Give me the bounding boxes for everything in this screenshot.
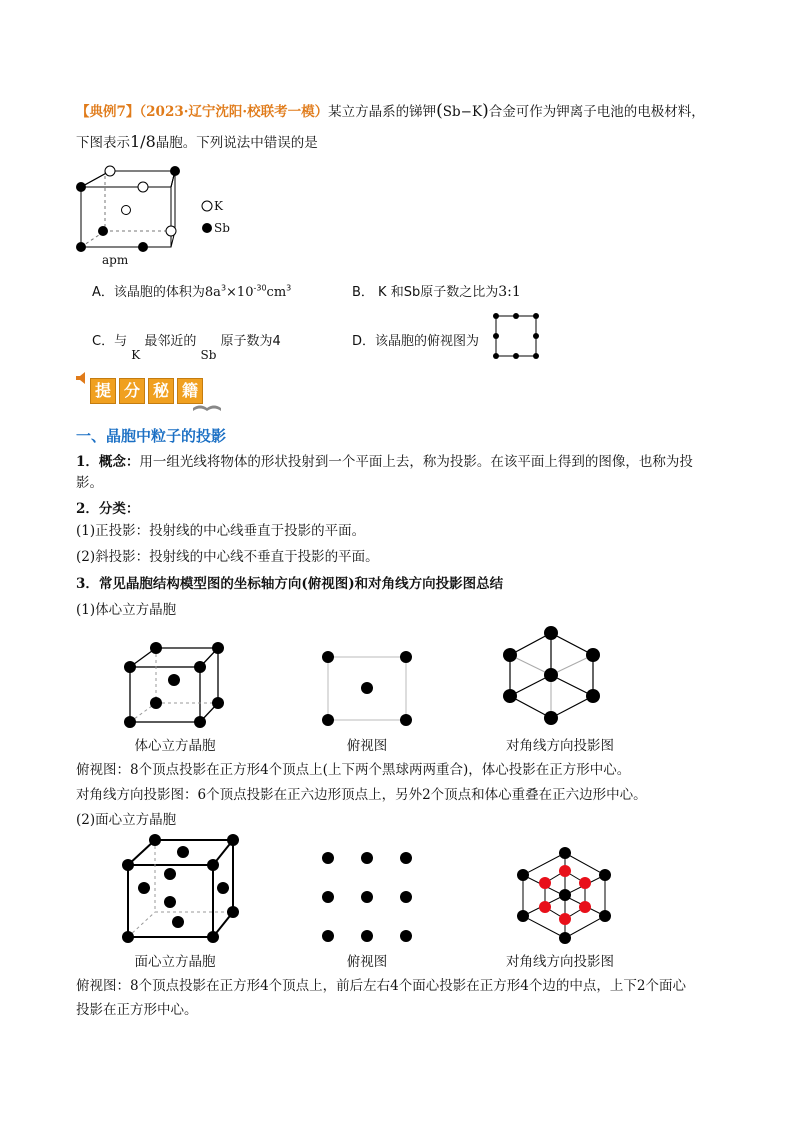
sb-atom [76,242,86,252]
bcc-note-2: 对角线方向投影图：6个顶点投影在正六边形顶点上，另外2个顶点和体心重叠在正六边形中心。 [76,787,647,803]
apm-label: apm [102,253,129,267]
formula: Sb−K [442,104,483,120]
legend-sb-label: Sb [214,221,230,235]
option-c[interactable]: C．与 K 最邻近的 Sb 原子数为4 [92,334,281,362]
fcc-caption-1: 面心立方晶胞 [134,954,216,970]
legend-k-label: K [214,199,223,213]
classify-label: 2．分类： [76,501,140,517]
example-stem-2a: 下图表示 [76,135,130,151]
example-stem-1a: 某立方晶系的锑钾 [328,104,437,120]
concept-line: 1．概念：用一组光线将物体的形状投射到一个平面上去，称为投影。在该平面上得到的图像，也称为投 [76,454,693,470]
bcc-caption-2: 俯视图 [346,738,388,754]
example-source: （2023·辽宁沈阳·校联考一模） [139,104,329,120]
bcc-top-view [320,650,415,725]
orthographic-line: (1)正投影：投射线的中心线垂直于投影的平面。 [76,523,366,539]
example-line-1: 【典例7】（2023·辽宁沈阳·校联考一模）某立方晶系的锑钾(Sb−K)合金可作为钾离子电池的电极材料， [76,101,705,121]
oblique-line: (2)斜投影：投射线的中心线不垂直于投影的平面。 [76,549,379,565]
fcc-caption-2: 俯视图 [346,954,388,970]
fcc-caption-3: 对角线方向投影图 [506,954,614,970]
k-atom [122,206,131,215]
fcc-diagonal-view [505,845,615,945]
option-b[interactable]: B． K 和Sb原子数之比为3:1 [352,284,521,300]
concept-cont: 影。 [76,475,103,491]
example-stem-2b: 晶胞。下列说法中错误的是 [155,135,318,151]
sb-atom [76,182,86,192]
example-stem-1b: 合金可作为钾离子电池的电极材料， [488,104,705,120]
k-atom [105,166,115,176]
example-tag: 【典例7】 [76,104,140,120]
example-line-2 [76,132,318,153]
sbk-cell-diagram [70,160,250,270]
bcc-caption-3: 对角线方向投影图 [506,738,614,754]
banner-book-icon [192,402,222,412]
banner-char: 籍 [177,378,203,404]
fcc-top-view [320,850,415,945]
option-a[interactable]: A．该晶胞的体积为$8a^3\times 10^{-30}cm^3$ [92,283,292,300]
bcc-caption-1: 体心立方晶胞 [134,738,216,754]
fcc-note-1: 俯视图：8个顶点投影在正方形4个顶点上，前后左右4个面心投影在正方形4个边的中点，上下2个面心 [76,978,686,994]
option-d[interactable]: D．该晶胞的俯视图为 [352,334,480,349]
summary-heading: 3．常见晶胞结构模型图的坐标轴方向(俯视图)和对角线方向投影图总结 [76,576,504,592]
banner-char: 秘 [148,378,174,404]
banner-char: 分 [119,378,145,404]
legend-k-icon [202,201,212,211]
speaker-icon [75,371,89,385]
fcc-cube-diagram [118,830,243,945]
fraction: 1/8 [130,132,156,151]
k-atom [138,182,148,192]
k-atom [166,226,176,236]
sb-atom [170,166,180,176]
bcc-diagonal-view [500,625,610,725]
bcc-cube-diagram [120,640,235,730]
sb-atom [98,226,108,236]
bcc-heading: (1)体心立方晶胞 [76,602,177,618]
section-title: 一、晶胞中粒子的投影 [76,427,227,445]
banner-tips [90,378,203,404]
fcc-note-2: 投影在正方形中心。 [76,1002,198,1018]
fcc-heading: (2)面心立方晶胞 [76,812,177,828]
legend-sb-icon [202,223,212,233]
bcc-note-1: 俯视图：8个顶点投影在正方形4个顶点上(上下两个黑球两两重合)，体心投影在正方形中心。 [76,762,631,778]
banner-char: 提 [90,378,116,404]
option-d-top-view [488,310,548,360]
sb-atom [138,242,148,252]
